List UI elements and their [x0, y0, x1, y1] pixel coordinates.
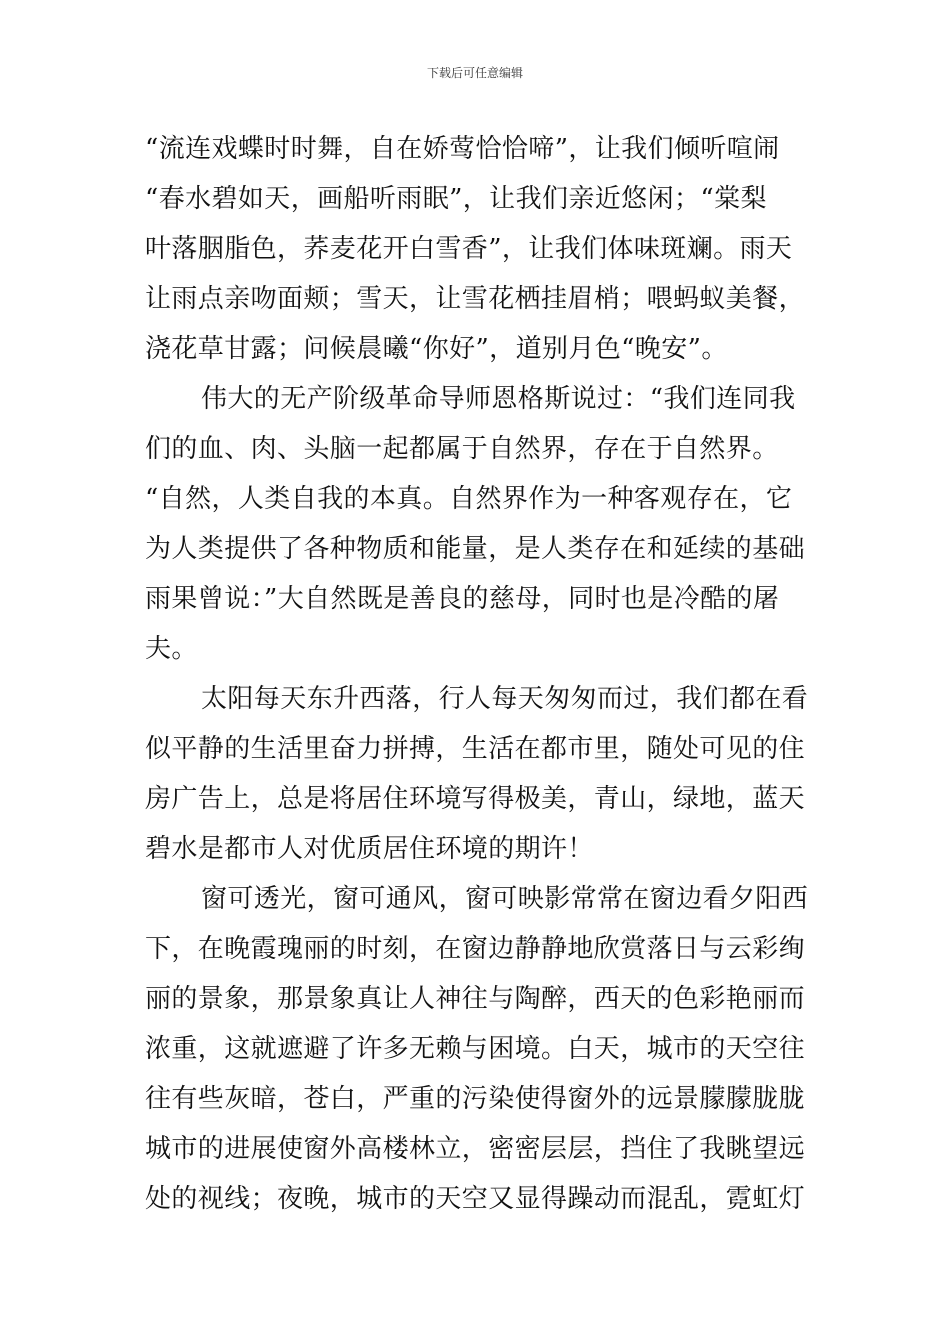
text-line: “流连戏蝶时时舞，自在娇莺恰恰啼”，让我们倾听喧闹: [145, 134, 780, 164]
text-line: 叶落胭脂色，荞麦花开白雪香”，让我们体味斑斓。雨天: [145, 234, 793, 264]
text-line: 为人类提供了各种物质和能量，是人类存在和延续的基础: [145, 534, 806, 564]
text-line: 雨果曾说：”大自然既是善良的慈母，同时也是冷酷的屠: [145, 584, 780, 614]
text-line: 碧水是都市人对优质居住环境的期许！: [145, 834, 594, 864]
text-line: 浓重，这就遮避了许多无赖与困境。白天，城市的天空往: [145, 1034, 806, 1064]
text-line: 夫。: [145, 634, 198, 664]
text-line: 房广告上，总是将居住环境写得极美，青山，绿地，蓝天: [145, 784, 806, 814]
text-line: 们的血、肉、头脑一起都属于自然界，存在于自然界。: [145, 434, 779, 464]
text-line: 浇花草甘露；问候晨曦“你好”，道别月色“晚安”。: [145, 334, 728, 364]
text-line: 城市的进展使窗外高楼林立，密密层层，挡住了我眺望远: [145, 1134, 806, 1164]
text-line: 处的视线；夜晚，城市的天空又显得躁动而混乱，霓虹灯: [145, 1184, 806, 1214]
text-line: 让雨点亲吻面颊；雪天，让雪花栖挂眉梢；喂蚂蚁美餐，: [145, 284, 806, 314]
text-line: 下，在晚霞瑰丽的时刻，在窗边静静地欣赏落日与云彩绚: [145, 934, 806, 964]
paragraph-first-line: 窗可透光，窗可通风，窗可映影常常在窗边看夕阳西: [201, 884, 809, 914]
text-line: 似平静的生活里奋力拼搏，生活在都市里，随处可见的住: [145, 734, 806, 764]
paragraph-first-line: 伟大的无产阶级革命导师恩格斯说过：“我们连同我: [201, 384, 796, 414]
page-header: 下载后可任意编辑: [426, 66, 523, 80]
text-line: 丽的景象，那景象真让人神往与陶醉，西天的色彩艳丽而: [145, 984, 806, 1014]
document-body: [145, 124, 811, 1224]
text-line: “自然，人类自我的本真。自然界作为一种客观存在，它: [145, 484, 793, 514]
text-line: “春水碧如天，画船听雨眠”，让我们亲近悠闲；“棠梨: [145, 184, 767, 214]
text-line: 往有些灰暗，苍白，严重的污染使得窗外的远景朦朦胧胧: [145, 1084, 806, 1114]
paragraph-first-line: 太阳每天东升西落，行人每天匆匆而过，我们都在看: [201, 684, 809, 714]
